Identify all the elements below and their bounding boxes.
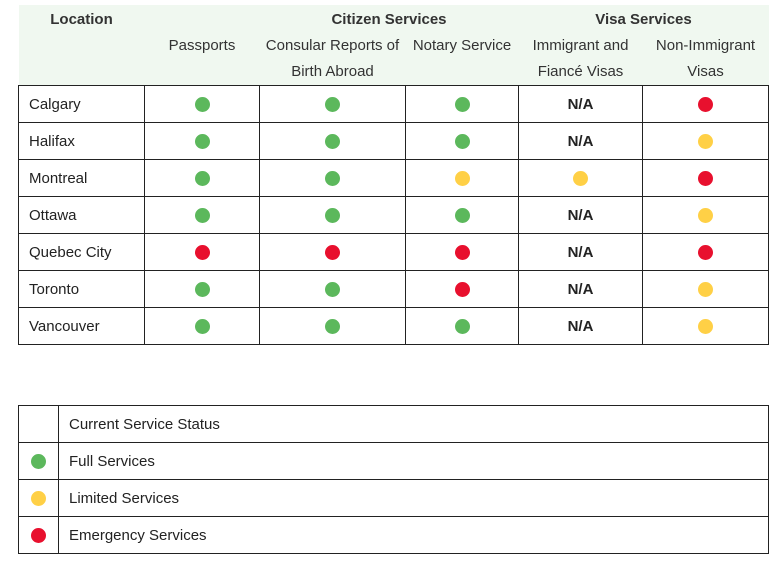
status-na: N/A bbox=[519, 197, 643, 234]
status-cell bbox=[260, 160, 406, 197]
visa-services-header: Visa Services bbox=[519, 5, 769, 33]
status-cell bbox=[406, 86, 519, 123]
full-status-icon bbox=[325, 97, 340, 112]
emergency-status-icon bbox=[195, 245, 210, 260]
status-table-body bbox=[19, 86, 769, 345]
full-status-icon bbox=[455, 319, 470, 334]
legend-label: Limited Services bbox=[59, 480, 769, 517]
legend-row bbox=[19, 480, 769, 517]
status-cell bbox=[260, 86, 406, 123]
table-row bbox=[19, 86, 769, 123]
full-status-icon bbox=[195, 97, 210, 112]
full-status-icon bbox=[455, 97, 470, 112]
full-status-icon bbox=[455, 208, 470, 223]
column-header: Consular Reports of Birth Abroad bbox=[260, 33, 406, 86]
limited-status-icon bbox=[698, 134, 713, 149]
status-cell bbox=[406, 160, 519, 197]
status-cell bbox=[643, 160, 769, 197]
status-cell bbox=[643, 86, 769, 123]
status-cell bbox=[145, 123, 260, 160]
full-status-icon bbox=[455, 134, 470, 149]
full-status-icon bbox=[325, 208, 340, 223]
full-status-icon bbox=[195, 171, 210, 186]
status-cell bbox=[145, 271, 260, 308]
full-status-icon bbox=[325, 134, 340, 149]
status-na: N/A bbox=[519, 308, 643, 345]
full-status-icon bbox=[325, 282, 340, 297]
full-status-icon bbox=[31, 454, 46, 469]
legend-row bbox=[19, 443, 769, 480]
status-cell bbox=[643, 234, 769, 271]
status-na: N/A bbox=[519, 271, 643, 308]
table-row bbox=[19, 234, 769, 271]
status-cell bbox=[145, 234, 260, 271]
status-cell bbox=[643, 308, 769, 345]
location-name: Toronto bbox=[19, 271, 145, 308]
status-cell bbox=[260, 197, 406, 234]
location-name: Vancouver bbox=[19, 308, 145, 345]
emergency-status-icon bbox=[455, 282, 470, 297]
status-cell bbox=[406, 197, 519, 234]
table-row bbox=[19, 308, 769, 345]
status-cell bbox=[260, 271, 406, 308]
emergency-status-icon bbox=[325, 245, 340, 260]
status-cell bbox=[260, 234, 406, 271]
full-status-icon bbox=[325, 319, 340, 334]
location-name: Quebec City bbox=[19, 234, 145, 271]
location-header: Location bbox=[19, 5, 145, 33]
full-status-icon bbox=[195, 134, 210, 149]
full-status-icon bbox=[325, 171, 340, 186]
table-row bbox=[19, 123, 769, 160]
emergency-status-icon bbox=[698, 97, 713, 112]
status-cell bbox=[145, 86, 260, 123]
status-cell bbox=[406, 123, 519, 160]
legend-title-row bbox=[19, 406, 769, 443]
table-row bbox=[19, 160, 769, 197]
status-cell bbox=[519, 160, 643, 197]
legend-table bbox=[18, 405, 769, 554]
table-row bbox=[19, 197, 769, 234]
status-cell bbox=[406, 234, 519, 271]
emergency-status-icon bbox=[31, 528, 46, 543]
limited-status-icon bbox=[698, 208, 713, 223]
status-cell bbox=[643, 197, 769, 234]
status-cell bbox=[406, 308, 519, 345]
service-status-table bbox=[18, 5, 769, 345]
legend-row bbox=[19, 517, 769, 554]
status-cell bbox=[643, 271, 769, 308]
full-status-icon bbox=[195, 282, 210, 297]
citizen-services-header: Citizen Services bbox=[260, 5, 519, 33]
limited-status-icon bbox=[573, 171, 588, 186]
full-status-icon bbox=[195, 208, 210, 223]
status-na: N/A bbox=[519, 86, 643, 123]
status-cell bbox=[145, 197, 260, 234]
status-cell bbox=[260, 308, 406, 345]
status-cell bbox=[406, 271, 519, 308]
emergency-status-icon bbox=[698, 245, 713, 260]
column-header: Non-Immigrant Visas bbox=[643, 33, 769, 86]
limited-status-icon bbox=[698, 319, 713, 334]
emergency-status-icon bbox=[698, 171, 713, 186]
emergency-status-icon bbox=[455, 245, 470, 260]
location-name: Halifax bbox=[19, 123, 145, 160]
location-name: Calgary bbox=[19, 86, 145, 123]
location-name: Montreal bbox=[19, 160, 145, 197]
limited-status-icon bbox=[698, 282, 713, 297]
status-cell bbox=[260, 123, 406, 160]
status-na: N/A bbox=[519, 123, 643, 160]
full-status-icon bbox=[195, 319, 210, 334]
status-cell bbox=[145, 308, 260, 345]
status-cell bbox=[643, 123, 769, 160]
limited-status-icon bbox=[31, 491, 46, 506]
column-header: Immigrant and Fiancé Visas bbox=[519, 33, 643, 86]
column-header: Passports bbox=[145, 33, 260, 86]
legend-label: Emergency Services bbox=[59, 517, 769, 554]
legend-label: Full Services bbox=[59, 443, 769, 480]
table-row bbox=[19, 271, 769, 308]
status-cell bbox=[145, 160, 260, 197]
status-na: N/A bbox=[519, 234, 643, 271]
location-name: Ottawa bbox=[19, 197, 145, 234]
legend-title: Current Service Status bbox=[59, 406, 769, 443]
limited-status-icon bbox=[455, 171, 470, 186]
column-header: Notary Service bbox=[406, 33, 519, 86]
